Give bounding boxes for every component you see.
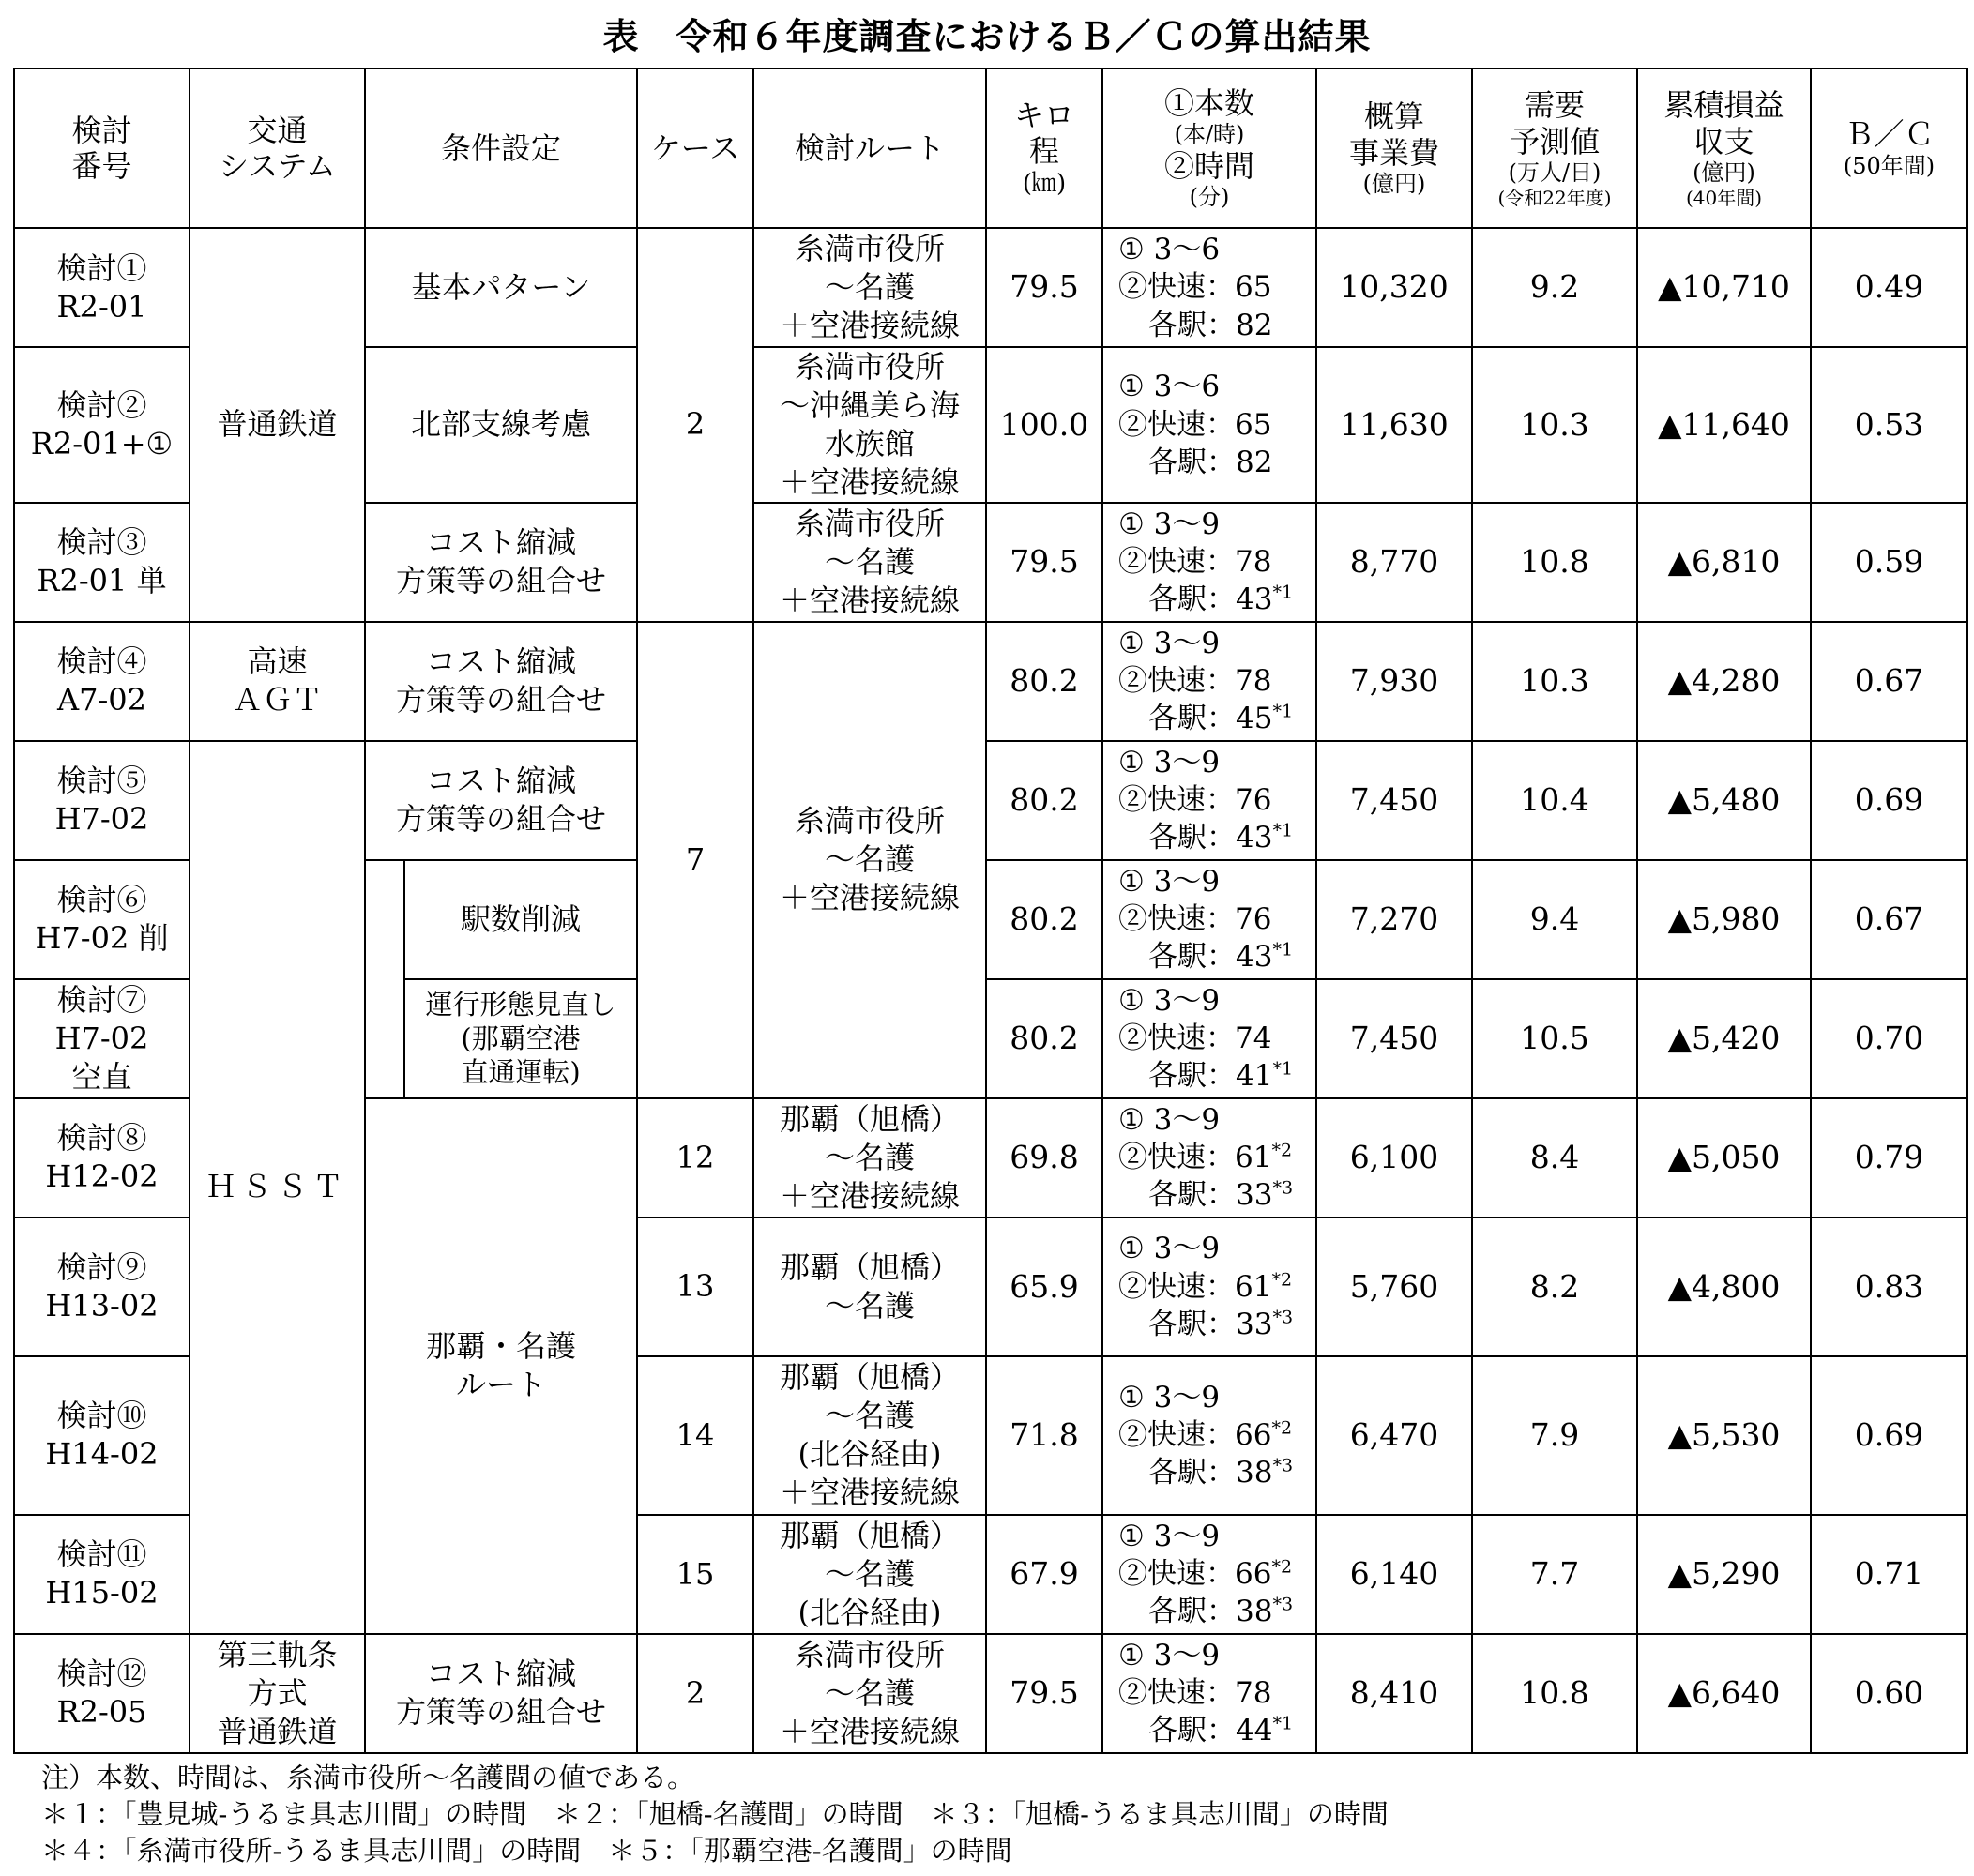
- note-line: ＊１：「豊見城-うるま具志川間」の時間 ＊２：「旭橋-名護間」の時間 ＊３：「旭橋-うるま具志川間」の時間: [41, 1798, 1389, 1830]
- row-id: 検討⑪ H15-02: [14, 1515, 190, 1634]
- cost-cell: 7,450: [1316, 979, 1472, 1098]
- profit-cell: ▲6,640: [1637, 1634, 1811, 1753]
- row-id: 検討⑥ H7-02 削: [14, 860, 190, 979]
- demand-cell: 10.8: [1472, 503, 1637, 622]
- profit-cell: ▲10,710: [1637, 228, 1811, 347]
- header-condition: 条件設定: [365, 68, 637, 228]
- case-cell: 15: [637, 1515, 753, 1634]
- time-cell: ① 3～9 ②快速：78 各駅：45$^{*1}$: [1102, 622, 1316, 741]
- system-cell: 高速 ＡＧＴ: [190, 622, 365, 741]
- header-cost: 概算 事業費 (億円): [1316, 68, 1472, 228]
- row-id: 検討⑦ H7-02 空直: [14, 979, 190, 1098]
- bc-cell: 0.67: [1811, 622, 1967, 741]
- demand-cell: 10.3: [1472, 347, 1637, 503]
- km-cell: 79.5: [986, 228, 1102, 347]
- note-line: 注）本数、時間は、糸満市役所～名護間の値である。: [41, 1762, 695, 1793]
- profit-cell: ▲11,640: [1637, 347, 1811, 503]
- bc-cell: 0.83: [1811, 1218, 1967, 1356]
- condition-cell: 那覇・名護 ルート: [365, 1098, 637, 1634]
- bc-cell: 0.60: [1811, 1634, 1967, 1753]
- time-cell: ① 3～6 ②快速：65 各駅：82: [1102, 228, 1316, 347]
- row-id: 検討⑨ H13-02: [14, 1218, 190, 1356]
- profit-cell: ▲5,980: [1637, 860, 1811, 979]
- demand-cell: 10.4: [1472, 741, 1637, 860]
- footnotes: [41, 1760, 1389, 1869]
- header-freq-time: ①本数 (本/時) ②時間 (分): [1102, 68, 1316, 228]
- row-id: 検討③ R2-01 単: [14, 503, 190, 622]
- header-profit: 累積損益 収支 (億円) (40年間): [1637, 68, 1811, 228]
- bc-cell: 0.59: [1811, 503, 1967, 622]
- bc-cell: 0.49: [1811, 228, 1967, 347]
- cost-cell: 6,470: [1316, 1356, 1472, 1515]
- profit-cell: ▲5,480: [1637, 741, 1811, 860]
- condition-cell: コスト縮減 方策等の組合せ: [365, 622, 637, 741]
- bc-cell: 0.69: [1811, 1356, 1967, 1515]
- km-cell: 79.5: [986, 1634, 1102, 1753]
- km-cell: 80.2: [986, 622, 1102, 741]
- km-cell: 65.9: [986, 1218, 1102, 1356]
- bc-cell: 0.79: [1811, 1098, 1967, 1218]
- profit-cell: ▲6,810: [1637, 503, 1811, 622]
- route-cell: 那覇（旭橋） ～名護: [753, 1218, 986, 1356]
- demand-cell: 10.3: [1472, 622, 1637, 741]
- header-system: 交通 システム: [190, 68, 365, 228]
- table-row: [14, 741, 1967, 860]
- km-cell: 79.5: [986, 503, 1102, 622]
- case-cell: 13: [637, 1218, 753, 1356]
- cost-cell: 7,450: [1316, 741, 1472, 860]
- header-route: 検討ルート: [753, 68, 986, 228]
- km-cell: 67.9: [986, 1515, 1102, 1634]
- km-cell: 80.2: [986, 979, 1102, 1098]
- profit-cell: ▲5,530: [1637, 1356, 1811, 1515]
- case-cell: 12: [637, 1098, 753, 1218]
- time-cell: ① 3～9 ②快速：61$^{*2}$ 各駅：33$^{*3}$: [1102, 1098, 1316, 1218]
- time-cell: ① 3～9 ②快速：76 各駅：43$^{*1}$: [1102, 860, 1316, 979]
- time-cell: ① 3～9 ②快速：66$^{*2}$ 各駅：38$^{*3}$: [1102, 1356, 1316, 1515]
- header-case: ケース: [637, 68, 753, 228]
- time-cell: ① 3～9 ②快速：76 各駅：43$^{*1}$: [1102, 741, 1316, 860]
- demand-cell: 8.4: [1472, 1098, 1637, 1218]
- bc-cell: 0.53: [1811, 347, 1967, 503]
- route-cell: 糸満市役所 ～名護 ＋空港接続線: [753, 622, 986, 1098]
- header-demand: 需要 予測値 (万人/日) (令和22年度): [1472, 68, 1637, 228]
- demand-cell: 9.2: [1472, 228, 1637, 347]
- row-id: 検討④ A7-02: [14, 622, 190, 741]
- route-cell: 糸満市役所 ～名護 ＋空港接続線: [753, 503, 986, 622]
- time-cell: ① 3～9 ②快速：78 各駅：43$^{*1}$: [1102, 503, 1316, 622]
- cost-cell: 11,630: [1316, 347, 1472, 503]
- route-cell: 糸満市役所 ～名護 ＋空港接続線: [753, 228, 986, 347]
- time-cell: ① 3～9 ②快速：61$^{*2}$ 各駅：33$^{*3}$: [1102, 1218, 1316, 1356]
- bc-results-table: [13, 68, 1968, 1754]
- cost-cell: 8,770: [1316, 503, 1472, 622]
- demand-cell: 7.7: [1472, 1515, 1637, 1634]
- cost-cell: 10,320: [1316, 228, 1472, 347]
- demand-cell: 10.8: [1472, 1634, 1637, 1753]
- case-cell: 7: [637, 622, 753, 1098]
- row-id: 検討⑧ H12-02: [14, 1098, 190, 1218]
- time-cell: ① 3～6 ②快速：65 各駅：82: [1102, 347, 1316, 503]
- demand-cell: 10.5: [1472, 979, 1637, 1098]
- cost-cell: 8,410: [1316, 1634, 1472, 1753]
- km-cell: 71.8: [986, 1356, 1102, 1515]
- cost-cell: 6,100: [1316, 1098, 1472, 1218]
- profit-cell: ▲5,050: [1637, 1098, 1811, 1218]
- condition-cell: 基本パターン: [365, 228, 637, 347]
- case-cell: 14: [637, 1356, 753, 1515]
- cost-cell: 6,140: [1316, 1515, 1472, 1634]
- condition-cell: コスト縮減 方策等の組合せ: [365, 1634, 637, 1753]
- bc-cell: 0.70: [1811, 979, 1967, 1098]
- route-cell: 那覇（旭橋） ～名護 ＋空港接続線: [753, 1098, 986, 1218]
- condition-indent-cell: [365, 860, 404, 1098]
- case-cell: 2: [637, 1634, 753, 1753]
- condition-cell: コスト縮減 方策等の組合せ: [365, 741, 637, 860]
- system-cell: 普通鉄道: [190, 228, 365, 622]
- condition-cell: 北部支線考慮: [365, 347, 637, 503]
- condition-cell: コスト縮減 方策等の組合せ: [365, 503, 637, 622]
- time-cell: ① 3～9 ②快速：78 各駅：44$^{*1}$: [1102, 1634, 1316, 1753]
- row-id: 検討① R2-01: [14, 228, 190, 347]
- header-km: キロ 程 (㎞): [986, 68, 1102, 228]
- system-cell: 第三軌条 方式 普通鉄道: [190, 1634, 365, 1753]
- row-id: 検討② R2-01+①: [14, 347, 190, 503]
- table-row: [14, 1634, 1967, 1753]
- profit-cell: ▲5,420: [1637, 979, 1811, 1098]
- route-cell: 那覇（旭橋） ～名護 (北谷経由) ＋空港接続線: [753, 1356, 986, 1515]
- row-id: 検討⑫ R2-05: [14, 1634, 190, 1753]
- profit-cell: ▲4,800: [1637, 1218, 1811, 1356]
- km-cell: 100.0: [986, 347, 1102, 503]
- header-id: 検討 番号: [14, 68, 190, 228]
- table-row: [14, 228, 1967, 347]
- case-cell: 2: [637, 228, 753, 622]
- table-title: 表 令和６年度調査におけるＢ／Ｃの算出結果: [602, 16, 1372, 57]
- bc-cell: 0.67: [1811, 860, 1967, 979]
- table-row: [14, 622, 1967, 741]
- condition-cell: 運行形態見直し (那覇空港 直通運転): [404, 979, 637, 1098]
- km-cell: 80.2: [986, 860, 1102, 979]
- profit-cell: ▲5,290: [1637, 1515, 1811, 1634]
- demand-cell: 7.9: [1472, 1356, 1637, 1515]
- condition-cell: 駅数削減: [404, 860, 637, 979]
- route-cell: 糸満市役所 ～沖縄美ら海 水族館 ＋空港接続線: [753, 347, 986, 503]
- km-cell: 69.8: [986, 1098, 1102, 1218]
- profit-cell: ▲4,280: [1637, 622, 1811, 741]
- route-cell: 糸満市役所 ～名護 ＋空港接続線: [753, 1634, 986, 1753]
- km-cell: 80.2: [986, 741, 1102, 860]
- header-bc: Ｂ／Ｃ (50年間): [1811, 68, 1967, 228]
- bc-cell: 0.71: [1811, 1515, 1967, 1634]
- demand-cell: 9.4: [1472, 860, 1637, 979]
- cost-cell: 7,930: [1316, 622, 1472, 741]
- system-cell: ＨＳＳＴ: [190, 741, 365, 1634]
- row-id: 検討⑤ H7-02: [14, 741, 190, 860]
- bc-cell: 0.69: [1811, 741, 1967, 860]
- cost-cell: 5,760: [1316, 1218, 1472, 1356]
- demand-cell: 8.2: [1472, 1218, 1637, 1356]
- time-cell: ① 3～9 ②快速：66$^{*2}$ 各駅：38$^{*3}$: [1102, 1515, 1316, 1634]
- header-row: [14, 68, 1967, 228]
- note-line: ＊４：「糸満市役所-うるま具志川間」の時間 ＊５：「那覇空港-名護間」の時間: [41, 1835, 1012, 1867]
- time-cell: ① 3～9 ②快速：74 各駅：41$^{*1}$: [1102, 979, 1316, 1098]
- route-cell: 那覇（旭橋） ～名護 (北谷経由): [753, 1515, 986, 1634]
- row-id: 検討⑩ H14-02: [14, 1356, 190, 1515]
- cost-cell: 7,270: [1316, 860, 1472, 979]
